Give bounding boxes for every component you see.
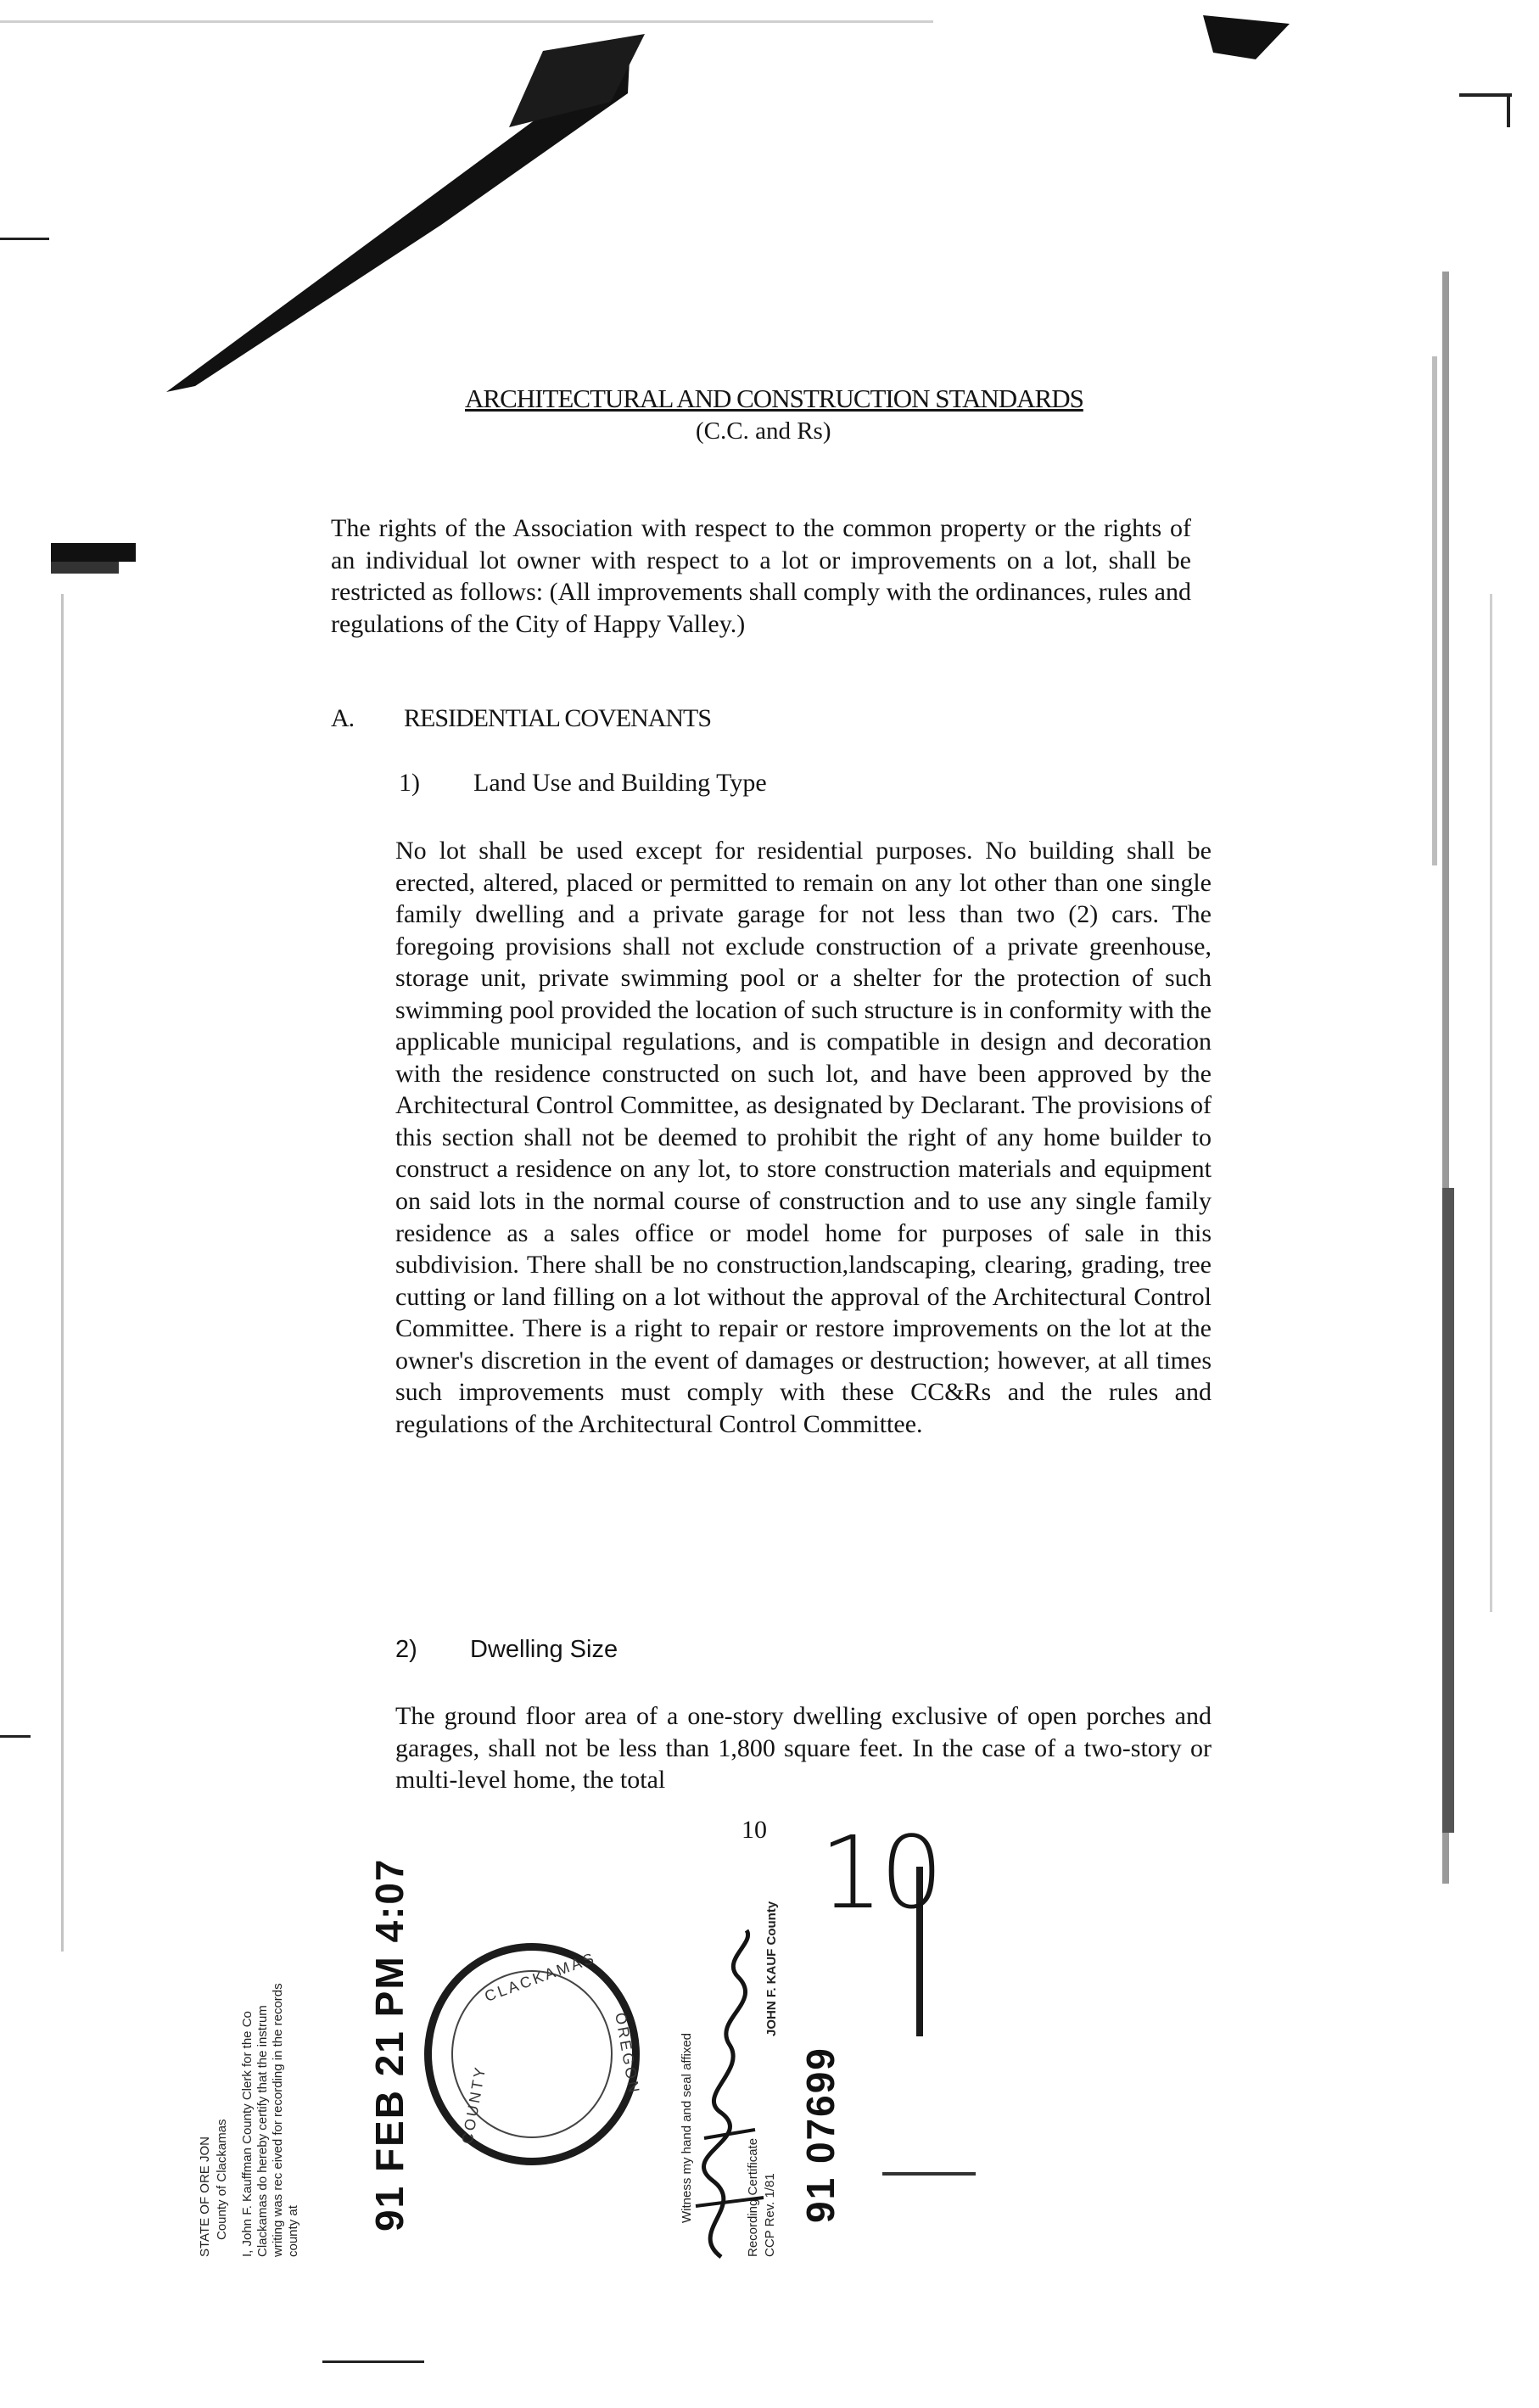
- stamp-clerk-line-1: I, John F. Kauffman County Clerk for the Co: [240, 2011, 255, 2257]
- stamp-cert-label-2: CCP Rev. 1/81: [763, 2173, 777, 2257]
- subsection-2-paragraph: The ground floor area of a one-story dwelling exclusive of open porches and garages, shall not be less than 1,800 square feet. In the case of a two-story or multi-level home, the total: [395, 1702, 1212, 1795]
- stamp-clerk-line-3: writing was rec eived for recording in the records: [271, 1983, 285, 2257]
- stamp-county-line: County of Clackamas: [215, 2119, 229, 2240]
- section-a-heading: [331, 704, 711, 733]
- stamp-state-line: STATE OF ORE JON: [198, 2136, 212, 2257]
- stamp-witness-line: Witness my hand and seal affixed: [680, 2032, 694, 2223]
- handwritten-page-number: 10: [820, 1814, 941, 1931]
- subsection-1-heading: [399, 769, 767, 798]
- document-title: ARCHITECTURAL AND CONSTRUCTION STANDARDS: [465, 384, 1083, 413]
- stamp-clerk-line-4: county at: [286, 2205, 300, 2257]
- seal-text-left: COUNTY: [458, 2064, 490, 2146]
- stamp-date-time: 91 FEB 21 PM 4:07: [367, 1857, 411, 2232]
- subsection-2-title: Dwelling Size: [470, 1636, 618, 1663]
- seal-text-top: CLACKAMAS: [482, 1949, 599, 2006]
- page-number: 10: [742, 1816, 767, 1844]
- seal-text-right: OREGON: [612, 2011, 643, 2097]
- stamp-clerk-line-2: Clackamas do hereby certify that the instrum: [255, 2005, 270, 2257]
- subsection-2-number: 2): [395, 1636, 417, 1663]
- section-a-title: RESIDENTIAL COVENANTS: [404, 704, 712, 732]
- subsection-1-paragraph: No lot shall be used except for residential purposes. No building shall be erected, altered, placed or permitted to remain on any lot other than one single family dwelling and a private garage for not less than two (2) cars. The foregoing provisions shall not exclude construction of a private greenhouse, storage unit, private swimming pool or a shelter for the protection of such swimming pool provided the location of such structure is in conformity with the applicable municipal regulations, and is compatible in design and decoration with the residence constructed on such lot, and have been approved by the Architectural Control Committee, as designated by Declarant. The provisions of this section shall not be deemed to prohibit the right of any home builder to construct a residence on any lot, to store construction materials and equipment on said lots in the normal course of construction and to use any single family residence as a sales office or model home for purposes of sale in this subdivision. There shall be no construction,landscaping, clearing, grading, tree cutting or land filling on a lot without the approval of the Architectural Control Committee. There is a right to repair or restore improvements on the lot at the owner's discretion in the event of damages or destruction; however, at all times such improvements must comply with these CC&Rs and the rules and regulations of the Architectural Control Committee.: [395, 837, 1212, 1438]
- stamp-cert-label-1: Recording Certificate: [746, 2137, 760, 2257]
- recording-number: 91 07699: [798, 2047, 842, 2223]
- subsection-1-number: 1): [399, 769, 420, 797]
- intro-paragraph: The rights of the Association with respect to the common property or the rights of an individual lot owner with respect to a lot or improvements on a lot, shall be restricted as follows: (All improvements shall comply with the ordinances, rules and regulations of the City of Happy Valley.): [331, 514, 1191, 638]
- document-subtitle: (C.C. and Rs): [696, 417, 831, 445]
- subsection-1-title: Land Use and Building Type: [473, 769, 767, 797]
- section-a-letter: A.: [331, 704, 355, 732]
- stamp-clerk-block: JOHN F. KAUF County: [764, 1901, 779, 2036]
- subsection-2-heading: [395, 1636, 618, 1664]
